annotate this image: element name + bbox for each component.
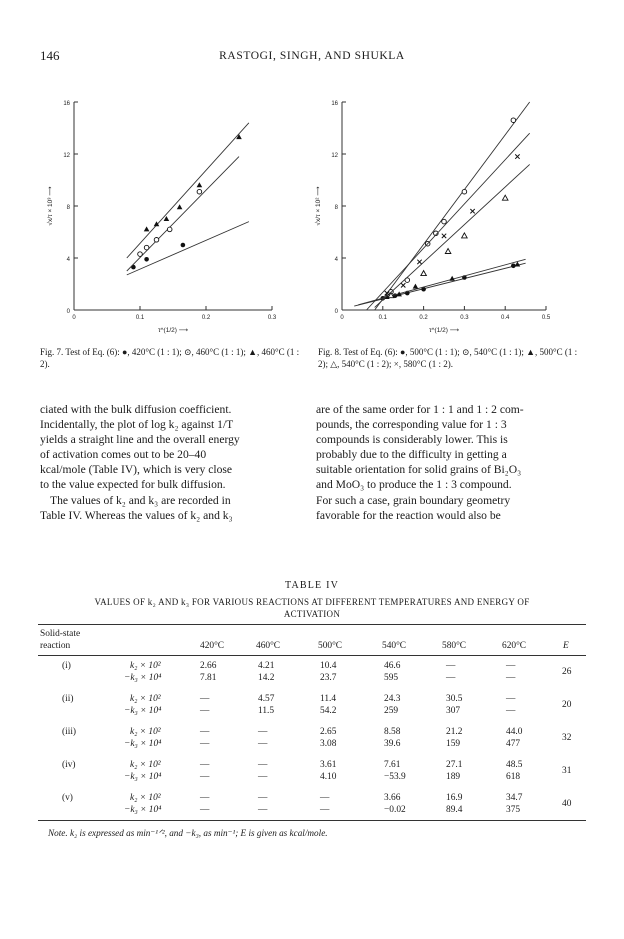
table-row-k2-label: k₂ × 10² xyxy=(130,661,161,671)
figure-7-caption: Fig. 7. Test of Eq. (6): ●, 420°C (1 : 1); ⊙, 460°C (1 : 1); ▲, 460°C (1 : 2). xyxy=(40,347,300,369)
body-line: kcal/mole (Table IV), which is very close xyxy=(40,463,233,477)
data-point xyxy=(144,245,149,250)
table-cell-k2: 46.6 xyxy=(384,661,401,671)
table-cell-k3: — xyxy=(200,805,210,815)
table-cell-k2: 10.4 xyxy=(320,661,337,671)
table-cell-energy: 40 xyxy=(562,799,572,809)
table-cell-k3: 11.5 xyxy=(258,706,275,716)
table-cell-k2: 8.58 xyxy=(384,727,401,737)
table-cell-k2: 34.7 xyxy=(506,793,523,803)
table-cell-k3: — xyxy=(320,805,330,815)
x-tick-label: 0.2 xyxy=(419,315,428,321)
table-cell-k3: 89.4 xyxy=(446,805,463,815)
table-cell-k3: 595 xyxy=(384,673,399,683)
table-cell-k2: 2.65 xyxy=(320,727,337,737)
data-point xyxy=(421,271,427,276)
body-line: are of the same order for 1 : 1 and 1 : 2 com- xyxy=(316,403,524,416)
y-axis-label: √x/τ × 10² ⟶ xyxy=(315,186,322,226)
table-cell-k2: 27.1 xyxy=(446,760,463,770)
x-tick-label: 0 xyxy=(72,315,76,321)
table-header-energy: E xyxy=(563,641,569,651)
table-note: Note. k₂ is expressed as min⁻¹ᐟ², and −k₃, as min⁻¹; E is given as kcal/mole. xyxy=(48,828,328,838)
data-point xyxy=(511,264,516,269)
table-header-temp: 540°C xyxy=(382,641,407,651)
body-right-column xyxy=(316,402,578,523)
y-tick-label: 4 xyxy=(334,257,338,263)
table-cell-k2: 2.66 xyxy=(200,661,217,671)
table-bottom-rule xyxy=(38,820,586,821)
y-tick-label: 12 xyxy=(63,153,70,159)
data-point xyxy=(197,182,203,187)
table-header-temp: 580°C xyxy=(442,641,467,651)
body-line: compounds is considerably lower. This is xyxy=(316,433,508,447)
table-row-k3-label: −k₃ × 10⁴ xyxy=(124,739,162,749)
table-cell-k3: — xyxy=(446,673,456,683)
table-cell-k2: — xyxy=(200,727,210,737)
data-point xyxy=(442,219,447,224)
table-cell-k3: 307 xyxy=(446,706,461,716)
figure-7-chart xyxy=(40,88,310,338)
table-cell-k2: — xyxy=(506,661,516,671)
x-tick-label: 0.3 xyxy=(267,315,277,321)
table-cell-k3: 375 xyxy=(506,805,521,815)
table-cell-k3: 23.7 xyxy=(320,673,337,683)
table-cell-k3: −0.02 xyxy=(384,805,406,815)
figure-8-caption: Fig. 8. Test of Eq. (6): ●, 500°C (1 : 1); ⊙, 540°C (1 : 1); ▲, 500°C (1 : 2); △, 540°C (1 : 2); ×, 580°C (1 : 2). xyxy=(318,347,578,369)
y-tick-label: 0 xyxy=(334,309,338,315)
fit-line xyxy=(354,263,525,306)
table-cell-k2: — xyxy=(258,793,268,803)
table-cell-k3: 14.2 xyxy=(258,673,275,683)
data-point xyxy=(502,195,508,200)
table-header-reaction-2: reaction xyxy=(40,641,71,651)
x-tick-label: 0.3 xyxy=(460,315,469,321)
table-cell-energy: 32 xyxy=(562,733,572,743)
table-cell-energy: 31 xyxy=(562,766,572,776)
table-row-k3-label: −k₃ × 10⁴ xyxy=(124,673,162,683)
y-tick-label: 4 xyxy=(66,257,70,263)
table-cell-energy: 26 xyxy=(562,667,572,677)
x-tick-label: 0 xyxy=(340,315,344,321)
table-row-id: (iii) xyxy=(62,727,77,737)
table-cell-k2: 21.2 xyxy=(446,727,463,737)
table-row-k3-label: −k₃ × 10⁴ xyxy=(124,772,162,782)
y-tick-label: 16 xyxy=(331,101,338,107)
body-line: Table IV. Whereas the values of k₂ and k₃ xyxy=(40,508,233,522)
data-point xyxy=(197,189,202,194)
fit-line xyxy=(127,123,249,258)
body-line: and MoO₃ to produce the 1 : 3 compound. xyxy=(316,478,512,492)
table-row-id: (iv) xyxy=(62,760,76,770)
fit-line xyxy=(358,259,525,305)
table-cell-k3: 477 xyxy=(506,739,521,749)
body-line: Incidentally, the plot of log k₂ against 1/T xyxy=(40,418,234,432)
data-point xyxy=(138,252,143,257)
table-row-k3-label: −k₃ × 10⁴ xyxy=(124,805,162,815)
table-cell-k2: 24.3 xyxy=(384,694,401,704)
body-line: favorable for the reaction would also be xyxy=(316,508,501,522)
table-header-temp: 500°C xyxy=(318,641,343,651)
data-point xyxy=(144,226,150,231)
table-cell-k3: 618 xyxy=(506,772,521,782)
table-row-k2-label: k₂ × 10² xyxy=(130,727,161,737)
body-left-column xyxy=(40,402,302,523)
table-cell-k2: 48.5 xyxy=(506,760,523,770)
table-header-temp: 620°C xyxy=(502,641,527,651)
table-cell-k2: — xyxy=(258,727,268,737)
table-subtitle: VALUES OF k₂ AND k₃ FOR VARIOUS REACTIONS AT DIFFERENT TEMPERATURES AND ENERGY OF ACTIVATION xyxy=(94,597,530,619)
body-line: pounds, the corresponding value for 1 : 3 xyxy=(316,418,507,432)
table-row-k2-label: k₂ × 10² xyxy=(130,694,161,704)
table-cell-k2: 7.61 xyxy=(384,760,401,770)
data-point xyxy=(144,257,149,262)
table-cell-k2: — xyxy=(446,661,456,671)
data-point xyxy=(167,227,172,232)
data-point xyxy=(177,204,183,209)
table-header-reaction-1: Solid-state xyxy=(40,629,81,639)
table-row-k2-label: k₂ × 10² xyxy=(130,793,161,803)
table-cell-k3: 7.81 xyxy=(200,673,217,683)
table-cell-k3: — xyxy=(258,772,268,782)
table-cell-k2: 16.9 xyxy=(446,793,463,803)
table-cell-k2: — xyxy=(200,694,210,704)
y-tick-label: 0 xyxy=(66,309,70,315)
table-cell-k3: 54.2 xyxy=(320,706,337,716)
data-point xyxy=(511,118,516,123)
table-top-rule xyxy=(38,624,586,625)
table-cell-energy: 20 xyxy=(562,700,572,710)
table-row-id: (v) xyxy=(62,793,73,803)
data-point xyxy=(462,189,467,194)
x-axis-label: τ^(1/2) ⟶ xyxy=(157,327,189,334)
table-cell-k3: — xyxy=(258,739,268,749)
body-line: yields a straight line and the overall energy xyxy=(40,433,240,447)
data-point xyxy=(154,221,160,226)
table-header-temp: 420°C xyxy=(200,641,225,651)
table-cell-k2: 44.0 xyxy=(506,727,523,737)
table-cell-k2: — xyxy=(200,793,210,803)
figure-8-chart xyxy=(315,88,568,338)
table-title: TABLE IV xyxy=(284,580,340,591)
x-tick-label: 0.4 xyxy=(501,315,510,321)
y-axis-label: √x/τ × 10³ ⟶ xyxy=(47,186,54,226)
fit-line xyxy=(127,157,239,271)
y-tick-label: 8 xyxy=(66,205,70,211)
table-header-temp: 460°C xyxy=(256,641,281,651)
table-cell-k3: 259 xyxy=(384,706,399,716)
table-cell-k3: — xyxy=(200,772,210,782)
table-cell-k2: — xyxy=(200,760,210,770)
body-line: suitable orientation for solid grains of Bi₂O₃ xyxy=(316,463,522,477)
data-point xyxy=(154,238,159,243)
fit-line xyxy=(366,133,529,310)
body-line: For such a case, grain boundary geometry xyxy=(316,493,511,507)
body-line: ciated with the bulk diffusion coefficient. xyxy=(40,403,232,416)
table-row-k3-label: −k₃ × 10⁴ xyxy=(124,706,162,716)
table-cell-k3: — xyxy=(200,739,210,749)
table-cell-k2: 30.5 xyxy=(446,694,463,704)
table-cell-k3: 189 xyxy=(446,772,461,782)
x-tick-label: 0.2 xyxy=(201,315,211,321)
body-line: of activation comes out to be 20–40 xyxy=(40,448,207,462)
y-tick-label: 12 xyxy=(331,153,338,159)
table-cell-k3: 4.10 xyxy=(320,772,337,782)
body-line: The values of k₂ and k₃ are recorded in xyxy=(50,493,231,507)
fit-line xyxy=(375,164,530,307)
table-cell-k3: 159 xyxy=(446,739,461,749)
data-point xyxy=(462,233,468,238)
y-tick-label: 8 xyxy=(334,205,338,211)
x-tick-label: 0.1 xyxy=(135,315,145,321)
table-cell-k3: — xyxy=(506,706,516,716)
table-row-id: (i) xyxy=(62,661,71,671)
table-cell-k2: — xyxy=(320,793,330,803)
table-cell-k2: — xyxy=(506,694,516,704)
data-point xyxy=(445,249,451,254)
x-axis-label: τ^(1/2) ⟶ xyxy=(428,327,460,334)
table-cell-k2: 3.61 xyxy=(320,760,337,770)
y-tick-label: 16 xyxy=(63,101,70,107)
page-number: 146 xyxy=(40,48,60,63)
body-line: to the value expected for bulk diffusion. xyxy=(40,478,226,492)
table-cell-k2: 11.4 xyxy=(320,694,337,704)
table-cell-k3: — xyxy=(200,706,210,716)
table-cell-k3: 3.08 xyxy=(320,739,337,749)
data-point xyxy=(413,284,419,289)
table-cell-k3: — xyxy=(258,805,268,815)
table-header-rule xyxy=(38,655,586,656)
table-row-k2-label: k₂ × 10² xyxy=(130,760,161,770)
x-tick-label: 0.5 xyxy=(541,315,551,321)
table-row-id: (ii) xyxy=(62,694,74,704)
table-cell-k2: 3.66 xyxy=(384,793,401,803)
body-line: probably due to the difficulty in getting a xyxy=(316,448,507,462)
table-cell-k2: 4.21 xyxy=(258,661,275,671)
running-head: RASTOGI, SINGH, AND SHUKLA xyxy=(219,50,405,62)
x-tick-label: 0.1 xyxy=(378,315,387,321)
table-cell-k3: — xyxy=(506,673,516,683)
table-cell-k3: 39.6 xyxy=(384,739,401,749)
table-cell-k2: — xyxy=(258,760,268,770)
data-point xyxy=(181,243,186,248)
table-cell-k2: 4.57 xyxy=(258,694,275,704)
table-cell-k3: −53.9 xyxy=(384,772,406,782)
